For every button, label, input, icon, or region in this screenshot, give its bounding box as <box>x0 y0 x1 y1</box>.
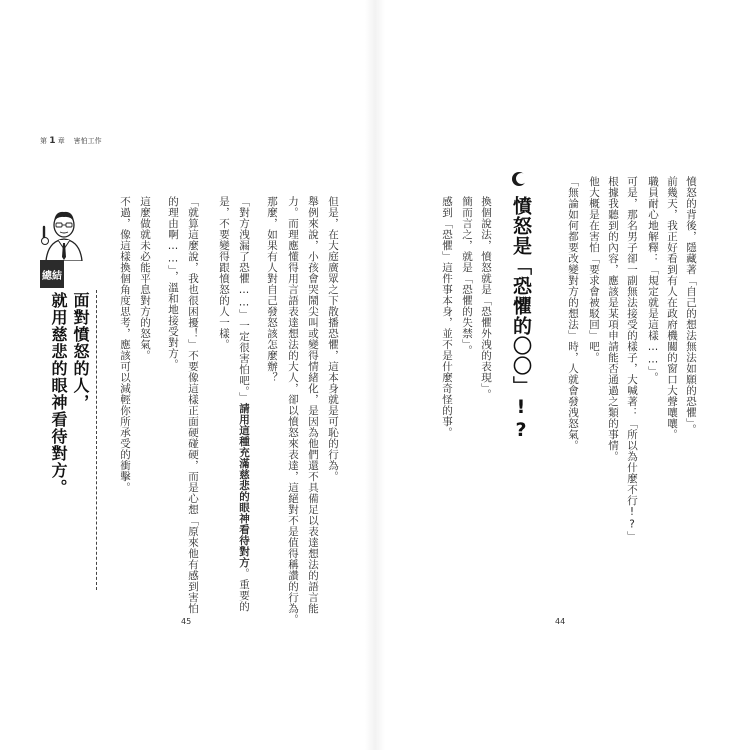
page-number-right: 44 <box>555 617 566 626</box>
left-p1-line-4: 那麼，如果有人對自己發怒該怎麼辦？ <box>266 196 278 383</box>
crescent-circle-icon <box>512 172 526 186</box>
summary-line-1: 面對憤怒的人， <box>71 292 90 411</box>
page-number-left: 45 <box>181 617 192 626</box>
chapter-title: 害怕工作 <box>73 137 102 145</box>
left-p1-line-1: 但是，在大庭廣眾之下散播恐懼，這本身就是可恥的行為。 <box>327 196 339 482</box>
right-p1-line-1: 憤怒的背後，隱藏著「自己的想法無法如願的恐懼」。 <box>685 176 697 435</box>
right-p2-line-3: 感到「恐懼」這件事本身，並不是什麼奇怪的事。 <box>441 196 453 438</box>
left-p2-line-1-suffix: 。重要的 <box>238 567 250 612</box>
left-p3-line-4: 不過，像這樣換個角度思考，應該可以減輕你所承受的衝擊。 <box>119 196 131 493</box>
right-p1-line-7: 「無論如何都要改變對方的想法」時，人就會發洩怒氣。 <box>567 176 579 451</box>
right-p1-line-4: 可是，那名男子卻一副無法接受的樣子，大喊著：「所以為什麼不行!?」 <box>626 176 638 542</box>
left-p3-line-1: 「就算這麼說，我也很困擾！」不要像這樣正面硬碰硬，而是心想「原來他有感到害怕 <box>187 196 199 614</box>
left-p1-line-3: 力。而理應懂得用言語表達想法的大人，卻以憤怒來表達，這絕對不是值得稱讚的行為。 <box>287 196 299 625</box>
right-p1-line-2: 前幾天，我正好看到有人在政府機關的窗口大聲嚷嚷。 <box>666 176 678 440</box>
book-gutter <box>365 0 385 750</box>
left-p2-line-2: 是，不要變得跟憤怒的人一樣。 <box>218 196 230 350</box>
section-heading: 憤怒是「恐懼的〇〇」!? <box>510 196 532 442</box>
left-p3-line-3: 這麼做就未必能平息對方的怒氣。 <box>139 196 151 361</box>
running-header <box>40 136 102 146</box>
right-p1-line-3: 職員耐心地解釋：「規定就是這樣……」。 <box>647 176 659 383</box>
right-p1-line-5: 根據我聽到的內容，應該是某項申請能否通過之類的事情。 <box>607 176 619 462</box>
right-p2-line-1: 換個說法，憤怒就是「恐懼外洩的表現」。 <box>480 196 492 400</box>
summary-label: 總結 <box>40 260 64 288</box>
left-p2-line-1 <box>237 196 250 612</box>
section-heading-block <box>506 172 534 442</box>
chapter-prefix: 第 <box>40 137 47 145</box>
chapter-number: 1 <box>49 136 56 146</box>
chapter-suffix: 章 <box>57 137 65 145</box>
right-p1-line-6: 他大概是在害怕「要求會被駁回」吧。 <box>588 176 600 363</box>
summary-divider <box>96 290 97 590</box>
left-p2-line-1-bold: 請用這種充滿慈悲的眼神看待對方 <box>238 402 250 568</box>
left-p1-line-2: 舉例來說，小孩會哭鬧尖叫或變得情緒化，是因為他們還不具備足以表達想法的語言能 <box>307 196 319 614</box>
summary-line-2: 就用慈悲的眼神看待對方。 <box>49 292 68 496</box>
left-p2-line-1-normal: 「對方洩漏了恐懼……」一定很害怕吧。」 <box>238 196 250 403</box>
right-p2-line-2: 簡而言之，就是「恐懼的失禁」。 <box>461 196 473 356</box>
left-p3-line-2: 的理由啊……」，溫和地接受對方。 <box>167 196 179 370</box>
businessman-avatar-icon <box>38 205 90 261</box>
